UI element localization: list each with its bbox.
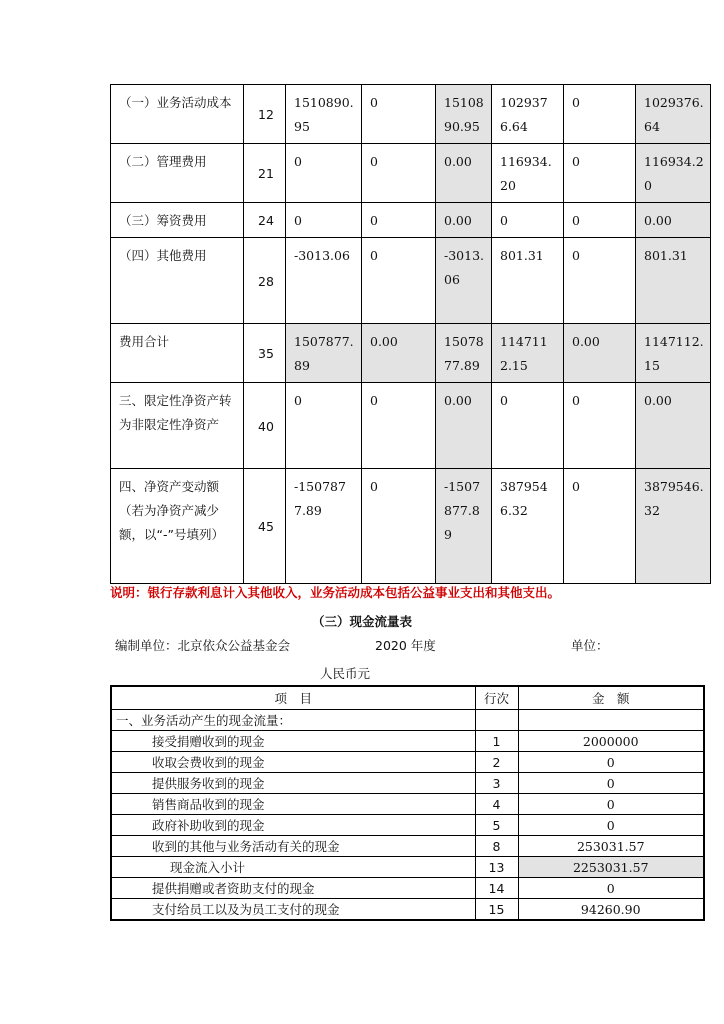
cash-flow-table (110, 685, 705, 921)
item-cell: 提供服务收到的现金 (111, 773, 475, 794)
item-cell: 政府补助收到的现金 (111, 815, 475, 836)
line-number-cell: 24 (244, 203, 286, 238)
value-cell: -1507877.89 (286, 469, 362, 584)
table-row (111, 144, 711, 203)
row-name-cell: （二）管理费用 (111, 144, 244, 203)
line-number-cell: 1 (475, 731, 518, 752)
value-cell: -3013.06 (286, 238, 362, 324)
value-cell: 1510890.95 (436, 85, 492, 144)
row-name-cell: 四、净资产变动额（若为净资产减少额，以“-”号填列） (111, 469, 244, 584)
org-label: 编制单位：北京依众公益基金会 (115, 638, 291, 653)
line-number-cell: 8 (475, 836, 518, 857)
value-cell: 0.00 (436, 203, 492, 238)
table-row (111, 794, 704, 815)
section-label: 一、业务活动产生的现金流量： (111, 710, 475, 731)
value-cell: 0 (286, 383, 362, 469)
value-cell: 1029376.64 (636, 85, 711, 144)
value-cell: 0 (362, 383, 436, 469)
line-number-cell: 45 (244, 469, 286, 584)
section-line (475, 710, 518, 731)
line-number-cell: 13 (475, 857, 518, 878)
table-row (111, 324, 711, 383)
amount-cell: 253031.57 (518, 836, 704, 857)
table-row (111, 469, 711, 584)
table-row (111, 836, 704, 857)
item-cell: 接受捐赠收到的现金 (111, 731, 475, 752)
table-row (111, 85, 711, 144)
table-row (111, 731, 704, 752)
value-cell: 0.00 (362, 324, 436, 383)
value-cell: 0.00 (564, 324, 636, 383)
expense-table (110, 84, 711, 584)
value-cell: 1507877.89 (286, 324, 362, 383)
value-cell: 116934.20 (636, 144, 711, 203)
header-amount: 金 额 (518, 686, 704, 710)
value-cell: 0 (286, 203, 362, 238)
amount-cell: 2253031.57 (518, 857, 704, 878)
row-name-cell: （四）其他费用 (111, 238, 244, 324)
table-row (111, 815, 704, 836)
header-item: 项 目 (111, 686, 475, 710)
table-row (111, 238, 711, 324)
amount-cell: 94260.90 (518, 899, 704, 921)
value-cell: 0 (564, 383, 636, 469)
table-row (111, 203, 711, 238)
table-row (111, 878, 704, 899)
table-row (111, 773, 704, 794)
value-cell: 0 (362, 203, 436, 238)
amount-cell: 0 (518, 815, 704, 836)
row-name-cell: （三）筹资费用 (111, 203, 244, 238)
line-number-cell: 4 (475, 794, 518, 815)
item-cell: 现金流入小计 (111, 857, 475, 878)
value-cell: 0.00 (636, 203, 711, 238)
line-number-cell: 35 (244, 324, 286, 383)
line-number-cell: 2 (475, 752, 518, 773)
value-cell: 0 (492, 383, 564, 469)
value-cell: 801.31 (492, 238, 564, 324)
amount-cell: 0 (518, 752, 704, 773)
value-cell: 1029376.64 (492, 85, 564, 144)
value-cell: 1147112.15 (492, 324, 564, 383)
value-cell: 0 (362, 469, 436, 584)
table-row (111, 899, 704, 921)
item-cell: 销售商品收到的现金 (111, 794, 475, 815)
unit-value: 人民币元 (320, 666, 371, 681)
line-number-cell: 12 (244, 85, 286, 144)
amount-cell: 0 (518, 773, 704, 794)
value-cell: 0 (286, 144, 362, 203)
value-cell: 0 (564, 144, 636, 203)
amount-cell: 2000000 (518, 731, 704, 752)
row-name-cell: 三、限定性净资产转为非限定性净资产 (111, 383, 244, 469)
table-row (111, 383, 711, 469)
cash-flow-title: （三）现金流量表 (311, 614, 412, 629)
unit-label: 单位： (571, 638, 609, 653)
value-cell: 1507877.89 (436, 324, 492, 383)
section-amount (518, 710, 704, 731)
value-cell: 3879546.32 (492, 469, 564, 584)
value-cell: 0.00 (636, 383, 711, 469)
value-cell: 0 (362, 144, 436, 203)
item-cell: 提供捐赠或者资助支付的现金 (111, 878, 475, 899)
item-cell: 支付给员工以及为员工支付的现金 (111, 899, 475, 921)
table-row (111, 857, 704, 878)
value-cell: 801.31 (636, 238, 711, 324)
section-row (111, 710, 704, 731)
value-cell: 0 (362, 238, 436, 324)
value-cell: 0 (564, 238, 636, 324)
item-cell: 收到的其他与业务活动有关的现金 (111, 836, 475, 857)
table-row (111, 752, 704, 773)
table-header-row (111, 686, 704, 710)
amount-cell: 0 (518, 794, 704, 815)
value-cell: 0 (492, 203, 564, 238)
value-cell: 0.00 (436, 383, 492, 469)
value-cell: -3013.06 (436, 238, 492, 324)
line-number-cell: 28 (244, 238, 286, 324)
value-cell: 0.00 (436, 144, 492, 203)
value-cell: 116934.20 (492, 144, 564, 203)
year-label: 2020 年度 (375, 638, 436, 653)
value-cell: 0 (362, 85, 436, 144)
value-cell: 0 (564, 203, 636, 238)
value-cell: -1507877.89 (436, 469, 492, 584)
line-number-cell: 40 (244, 383, 286, 469)
line-number-cell: 21 (244, 144, 286, 203)
value-cell: 1510890.95 (286, 85, 362, 144)
amount-cell: 0 (518, 878, 704, 899)
line-number-cell: 15 (475, 899, 518, 921)
header-line: 行次 (475, 686, 518, 710)
value-cell: 0 (564, 469, 636, 584)
row-name-cell: 费用合计 (111, 324, 244, 383)
line-number-cell: 5 (475, 815, 518, 836)
value-cell: 3879546.32 (636, 469, 711, 584)
value-cell: 1147112.15 (636, 324, 711, 383)
line-number-cell: 3 (475, 773, 518, 794)
row-name-cell: （一）业务活动成本 (111, 85, 244, 144)
item-cell: 收取会费收到的现金 (111, 752, 475, 773)
note-text: 说明：银行存款利息计入其他收入，业务活动成本包括公益事业支出和其他支出。 (110, 585, 561, 600)
value-cell: 0 (564, 85, 636, 144)
line-number-cell: 14 (475, 878, 518, 899)
